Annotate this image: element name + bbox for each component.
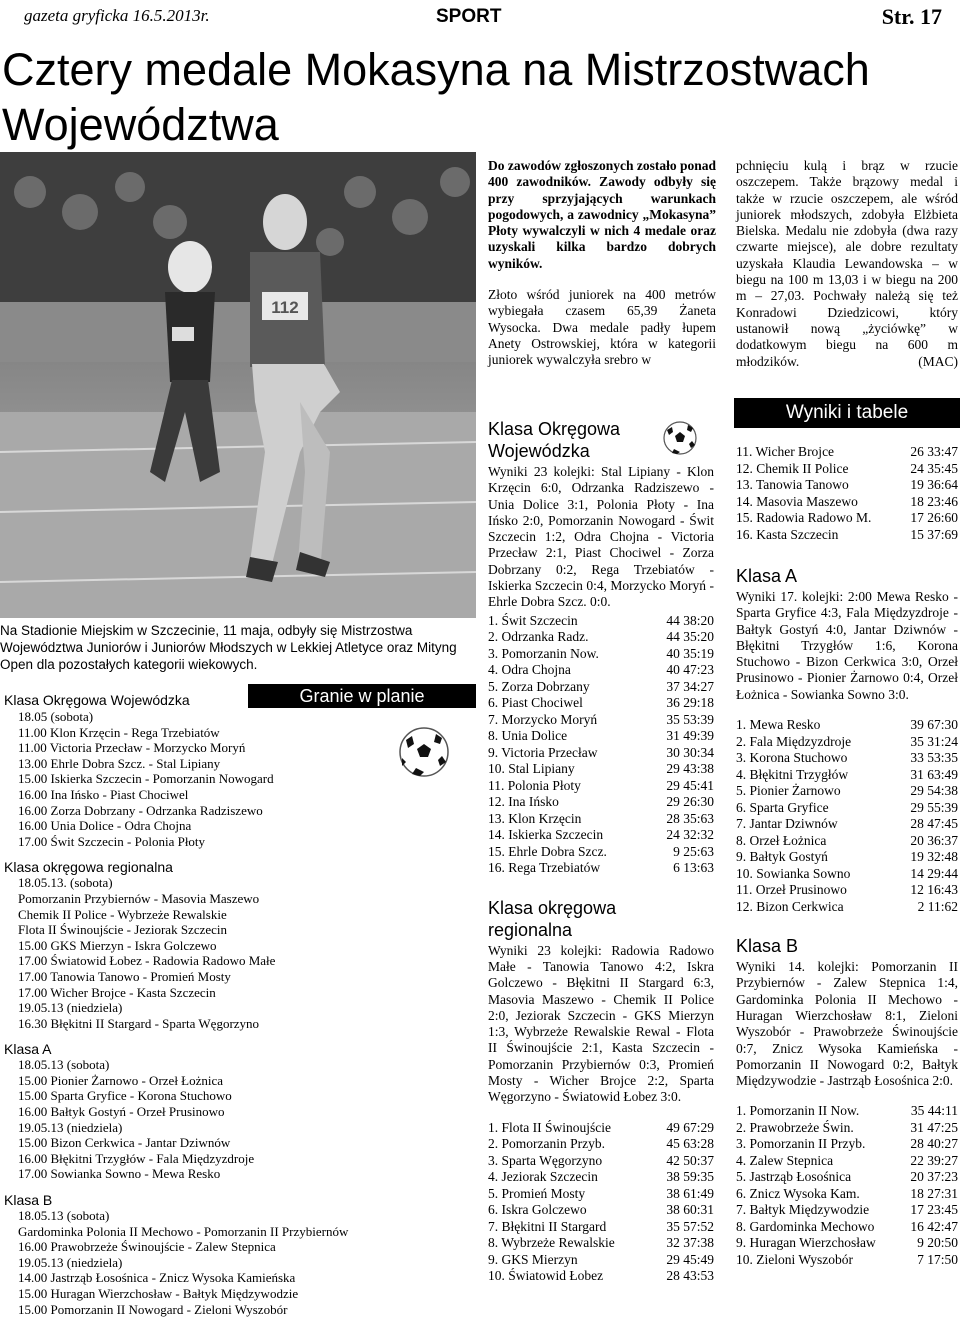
team-stats: 31 49:39 — [666, 728, 714, 744]
list-item: 15.00 Huragan Wierzchosław - Bałtyk Międzywodzie — [18, 1286, 299, 1301]
table-row — [488, 811, 714, 828]
table-row — [488, 860, 714, 877]
team-name: 12. Bizon Cerkwica — [736, 898, 844, 914]
table-row — [736, 866, 958, 883]
results-text: Wyniki 23 kolejki: Stal Lipiany - Klon Krzęcin 6:0, Odrzanka Radziszewo - Unia Dolice 3:1, Polonia Płoty - Ina Ińsko 2:0, Pomorzanin Nowogard - Świt Szczecin 1:2, Odra Chojna - Victoria Przecław 2:1, Piast Chociwel - Zorza Dobrzany 0:2, Rega Trzebiatów - Iskierka Szczecin 0:4, Morzycko Moryń - Ehrle Dobra Szcz. 0:0. — [488, 464, 714, 610]
team-stats: 26 33:47 — [910, 444, 958, 459]
team-stats: 29 55:39 — [910, 799, 958, 815]
list-item: Gardominka Polonia II Mechowo - Pomorzanin II Przybiernów — [18, 1223, 349, 1239]
team-name: 16. Rega Trzebiatów — [488, 860, 601, 876]
standings-table — [736, 717, 958, 915]
team-stats: 24 32:32 — [666, 827, 714, 843]
team-stats: 42 50:37 — [666, 1152, 714, 1168]
team-name: 3. Pomorzanin Now. — [488, 645, 599, 661]
results-text: Wyniki 17. kolejki: 2:00 Mewa Resko - Sparta Gryfice 4:3, Fala Międzyzdroje - Bałtyk Gostyń 4:0, Jantar Dziwnów - Błękitni Trzygłów 1:6, Korona Stuchowo - Bizon Cerkwica 3:0, Orzeł Prusinowo - Pionier Żarnowo 0:4, Orzeł Łożnica - Sowianka Sowno 3:0. — [736, 589, 958, 702]
team-stats: 28 35:63 — [666, 810, 714, 826]
team-stats: 35 44:11 — [910, 1103, 958, 1119]
team-name: 4. Jeziorak Szczecin — [488, 1169, 598, 1185]
list-item: 16.00 Błękitni Trzygłów - Fala Międzyzdroje — [18, 1150, 255, 1166]
list-item: 19.05.13 (niedziela) — [18, 1000, 123, 1016]
table-row — [488, 844, 714, 861]
team-stats: 29 45:49 — [666, 1251, 714, 1267]
team-stats: 17 26:60 — [910, 510, 958, 525]
team-name: 9. Bałtyk Gostyń — [736, 849, 828, 865]
table-row — [488, 745, 714, 762]
results-text: Wyniki 23 kolejki: Radowia Radowo Małe - Tanowia Tanowo 4:2, Iskra Golczewo - Błękitni II Stargard 6:3, Masovia Maszewo - Chemik II Police 2:0, Jeziorak Szczecin - GKS Mierzyn 1:3, Wybrzeże Rewalskie Rewal - Flota II Świnoujście 2:1, Kasta Szczecin - Pomorzanin Przybiernów 0:3, Promień Mosty - Wicher Brojce 2:2, Sparta Węgorzyno - Światowid Łobez 3:0. — [488, 942, 714, 1105]
table-row — [736, 734, 958, 751]
article-paragraph: Do zawodów zgłoszonych zostało ponad 400 zawodników. Zawody odbyły się przy sprzyjających warunkach pogodowych, a zawodnicy „Mokasyna” Płoty wywalczyli w nich 4 medale oraz uzyskali kilka bardzo dobrych wyników. — [488, 158, 717, 271]
team-stats: 29 26:30 — [666, 794, 714, 810]
table-row — [736, 494, 958, 511]
team-name: 2. Odrzanka Radz. — [488, 629, 589, 645]
team-name: 11. Wicher Brojce — [736, 444, 835, 459]
table-row — [736, 1169, 958, 1186]
results-column-left — [488, 418, 714, 1285]
team-stats: 35 53:39 — [666, 711, 714, 727]
schedule-list — [4, 692, 474, 1317]
list-item: 16.00 Zorza Dobrzany - Odrzanka Radziszewo — [18, 802, 263, 818]
team-stats: 31 47:25 — [910, 1119, 958, 1135]
list-item: 15.00 Pomorzanin II Nowogard - Zieloni Wyszobór — [18, 1301, 288, 1317]
table-row — [488, 646, 714, 663]
team-name: 14. Iskierka Szczecin — [488, 827, 604, 843]
team-stats: 9 25:63 — [673, 843, 714, 859]
list-item: 17.00 Tanowia Tanowo - Promień Mosty — [18, 968, 231, 984]
team-name: 1. Świt Szczecin — [488, 612, 578, 628]
team-stats: 19 32:48 — [910, 849, 958, 865]
table-row — [736, 1219, 958, 1236]
table-row — [736, 899, 958, 916]
soccer-ball-icon — [398, 726, 450, 778]
section-title: Klasa B — [736, 936, 799, 957]
table-row — [488, 1219, 714, 1236]
table-row — [736, 1252, 958, 1269]
team-stats: 12 16:43 — [910, 882, 958, 898]
team-name: 15. Ehrle Dobra Szcz. — [488, 843, 607, 859]
team-stats: 18 23:46 — [910, 493, 958, 509]
table-row — [488, 761, 714, 778]
results-banner: Wyniki i tabele — [734, 398, 960, 428]
list-item: 16.00 Unia Dolice - Odra Chojna — [18, 818, 192, 834]
publication-date: gazeta gryficka 16.5.2013r. — [24, 6, 210, 25]
table-row — [488, 679, 714, 696]
article-paragraph: Złoto wśród juniorek na 400 metrów wybiegała czasem 65,39 Żaneta Wysocka. Dwa medale padły łupem Anety Ostrowskiej, która w kategorii juniorek wywalczyła srebro w — [488, 287, 716, 368]
team-stats: 20 37:23 — [910, 1169, 958, 1185]
list-item: 17.00 Światowid Łobez - Radowia Radowo Małe — [18, 953, 276, 969]
list-item: 17.00 Świt Szczecin - Polonia Płoty — [18, 833, 206, 849]
table-row — [488, 1169, 714, 1186]
list-item: 16.00 Bałtyk Gostyń - Orzeł Prusinowo — [18, 1104, 225, 1120]
team-name: 4. Odra Chojna — [488, 662, 571, 678]
table-row — [736, 783, 958, 800]
table-row — [488, 827, 714, 844]
schedule-group-title: Klasa okręgowa regionalna — [4, 859, 173, 876]
team-name: 4. Błękitni Trzygłów — [736, 766, 849, 782]
team-stats: 36 29:18 — [666, 695, 714, 711]
team-stats: 31 63:49 — [910, 766, 958, 782]
team-stats: 37 34:27 — [666, 678, 714, 694]
team-stats: 24 35:45 — [910, 460, 958, 476]
table-row — [488, 695, 714, 712]
list-item: 18.05.13 (sobota) — [18, 1208, 110, 1224]
team-name: 5. Pionier Żarnowo — [736, 783, 841, 799]
team-name: 1. Flota II Świnoujście — [488, 1119, 611, 1135]
table-row — [488, 794, 714, 811]
table-row — [736, 1120, 958, 1137]
team-stats: 22 39:27 — [910, 1152, 958, 1168]
athletes-photo — [0, 152, 476, 618]
team-name: 5. Zorza Dobrzany — [488, 678, 590, 694]
schedule-group-title: Klasa A — [4, 1041, 52, 1058]
team-stats: 28 40:27 — [910, 1136, 958, 1152]
table-row — [736, 1235, 958, 1252]
team-stats: 18 27:31 — [910, 1185, 958, 1201]
team-stats: 7 17:50 — [917, 1251, 958, 1267]
list-item: Flota II Świnoujście - Jeziorak Szczecin — [18, 922, 228, 938]
team-stats: 44 35:20 — [666, 629, 714, 645]
table-row — [488, 1186, 714, 1203]
team-name: 10. Światowid Łobez — [488, 1268, 604, 1284]
table-row — [488, 1252, 714, 1269]
list-item: 16.00 Ina Ińsko - Piast Chociwel — [18, 786, 189, 802]
team-name: 2. Fala Międzyzdroje — [736, 733, 852, 749]
table-row — [736, 461, 958, 478]
team-name: 1. Pomorzanin II Now. — [736, 1103, 860, 1119]
team-stats: 2 11:62 — [917, 898, 958, 914]
table-row — [736, 510, 958, 527]
list-item: 18.05 (sobota) — [18, 709, 94, 724]
table-row — [736, 767, 958, 784]
team-name: 4. Zalew Stepnica — [736, 1152, 834, 1168]
table-row — [736, 882, 958, 899]
team-stats: 20 36:37 — [910, 832, 958, 848]
list-item: 18.05.13. (sobota) — [18, 875, 113, 891]
team-stats: 38 60:31 — [666, 1202, 714, 1218]
list-item: 19.05.13 (niedziela) — [18, 1119, 123, 1135]
team-stats: 28 47:45 — [910, 816, 958, 832]
team-name: 9. Victoria Przecław — [488, 744, 598, 760]
team-name: 10. Stal Lipiany — [488, 761, 575, 777]
article-paragraph: pchnięciu kulą i brąz w rzucie oszczepem. Także brązowy medal i także w rzucie oszczepem, ale wśród juniorek młodszych, zdobyła Elżbieta Bielska. Medalu nie zdobyła (dwa razy czwarte miejsce), ale dobre rezultaty uzyskała Klaudia Lewandowska – w biegu na 100 m 13,03 i w biegu na 200 m – 27,03. Pochwały należą się też Konradowi Dziedzicowi, który ustanowił nową „życiówkę” w dodatkowym biegu na 600 m młodzików. — [736, 158, 958, 369]
runners-illustration — [0, 152, 476, 618]
soccer-ball-icon — [662, 420, 698, 456]
team-stats: 15 37:69 — [910, 526, 958, 542]
list-item: 15.00 GKS Mierzyn - Iskra Golczewo — [18, 937, 217, 953]
team-stats: 40 35:19 — [666, 645, 714, 661]
team-name: 9. Huragan Wierzchosław — [736, 1235, 876, 1251]
team-name: 13. Tanowia Tanowo — [736, 477, 849, 492]
team-name: 3. Korona Stuchowo — [736, 750, 848, 766]
table-row — [736, 527, 958, 544]
section-title: Klasa okręgowa regionalna — [488, 897, 617, 940]
team-name: 8. Unia Dolice — [488, 728, 568, 744]
team-name: 8. Orzeł Łożnica — [736, 832, 827, 848]
team-name: 11. Polonia Płoty — [488, 777, 581, 793]
table-row — [736, 849, 958, 866]
team-name: 6. Znicz Wysoka Kam. — [736, 1185, 860, 1201]
table-row — [736, 444, 958, 461]
table-row — [736, 1186, 958, 1203]
team-name: 10. Zieloni Wyszobór — [736, 1251, 854, 1267]
team-name: 1. Mewa Resko — [736, 717, 821, 733]
team-stats: 14 29:44 — [910, 865, 958, 881]
table-row — [488, 1136, 714, 1153]
table-row — [736, 1153, 958, 1170]
page-number: Str. 17 — [881, 4, 942, 29]
team-stats: 29 43:38 — [666, 761, 714, 777]
table-row — [736, 717, 958, 734]
team-stats: 38 59:35 — [666, 1169, 714, 1185]
standings-table — [488, 613, 714, 877]
table-row — [488, 662, 714, 679]
list-item: 18.05.13 (sobota) — [18, 1057, 110, 1073]
team-stats: 19 36:64 — [910, 477, 958, 492]
table-row — [488, 1120, 714, 1137]
section-title: Klasa A — [736, 566, 798, 586]
team-stats: 29 54:38 — [910, 783, 958, 799]
section-label: SPORT — [436, 6, 502, 27]
list-item: 16.30 Błękitni II Stargard - Sparta Węgorzyno — [18, 1015, 260, 1031]
list-item: Chemik II Police - Wybrzeże Rewalskie — [18, 906, 227, 922]
photo-caption: Na Stadionie Miejskim w Szczecinie, 11 maja, odbyły się Mistrzostwa Województwa Juniorów i Juniorów Młodszych w Lekkiej Atletyce oraz Mityng Open dla pozostałych kategorii wiekowych. — [0, 623, 457, 672]
team-name: 7. Jantar Dziwnów — [736, 816, 838, 832]
team-stats: 33 53:35 — [910, 750, 958, 766]
list-item: 15.00 Sparta Gryfice - Korona Stuchowo — [18, 1088, 232, 1104]
team-stats: 9 20:50 — [917, 1235, 958, 1251]
team-stats: 49 67:29 — [666, 1119, 714, 1135]
team-name: 7. Bałtyk Międzywodzie — [736, 1202, 870, 1218]
team-stats: 35 57:52 — [666, 1218, 714, 1234]
table-row — [736, 800, 958, 817]
team-stats: 32 37:38 — [666, 1235, 714, 1251]
table-row — [488, 712, 714, 729]
team-name: 15. Radowia Radowo M. — [736, 510, 872, 525]
team-stats: 29 45:41 — [666, 777, 714, 793]
team-name: 7. Morzycko Moryń — [488, 711, 598, 727]
team-name: 8. Gardominka Mechowo — [736, 1218, 875, 1234]
table-row — [736, 833, 958, 850]
team-name: 13. Klon Krzęcin — [488, 810, 582, 826]
table-row — [488, 1202, 714, 1219]
team-name: 3. Sparta Węgorzyno — [488, 1152, 603, 1168]
table-row — [736, 1103, 958, 1120]
team-name: 3. Pomorzanin II Przyb. — [736, 1136, 866, 1152]
team-stats: 40 47:23 — [666, 662, 714, 678]
list-item: 11.00 Klon Krzęcin - Rega Trzebiatów — [18, 724, 220, 740]
table-row — [488, 629, 714, 646]
team-stats: 17 23:45 — [910, 1202, 958, 1218]
list-item: 16.00 Prawobrzeże Świnoujście - Zalew Stepnica — [18, 1239, 276, 1255]
table-row — [488, 1268, 714, 1285]
team-stats: 28 43:53 — [666, 1268, 714, 1284]
list-item: Pomorzanin Przybiernów - Masovia Maszewo — [18, 890, 260, 906]
table-row — [736, 816, 958, 833]
team-stats: 16 42:47 — [910, 1218, 958, 1234]
list-item: 14.00 Jastrząb Łosośnica - Znicz Wysoka Kamieńska — [18, 1270, 296, 1286]
team-stats: 35 31:24 — [910, 733, 958, 749]
standings-table-continued — [736, 444, 958, 543]
team-name: 16. Kasta Szczecin — [736, 526, 839, 542]
team-name: 5. Jastrząb Łosośnica — [736, 1169, 852, 1185]
list-item: 17.00 Wicher Brojce - Kasta Szczecin — [18, 984, 216, 1000]
team-name: 7. Błękitni II Stargard — [488, 1218, 607, 1234]
team-stats: 38 61:49 — [666, 1185, 714, 1201]
list-item: 15.00 Pionier Żarnowo - Orzeł Łożnica — [18, 1072, 224, 1088]
team-name: 2. Prawobrzeże Świn. — [736, 1119, 854, 1135]
article-column-2 — [736, 158, 958, 370]
team-stats: 6 13:63 — [673, 860, 714, 876]
team-name: 10. Sowianka Sowno — [736, 865, 851, 881]
results-column-right — [736, 444, 958, 1268]
team-stats: 30 30:34 — [666, 744, 714, 760]
list-item: 13.00 Ehrle Dobra Szcz. - Stal Lipiany — [18, 755, 221, 771]
team-name: 6. Piast Chociwel — [488, 695, 583, 711]
list-item: 15.00 Bizon Cerkwica - Jantar Dziwnów — [18, 1135, 231, 1151]
list-item: 15.00 Iskierka Szczecin - Pomorzanin Nowogard — [18, 771, 274, 787]
team-name: 12. Chemik II Police — [736, 460, 849, 476]
table-row — [488, 1235, 714, 1252]
table-row — [488, 778, 714, 795]
team-name: 11. Orzeł Prusinowo — [736, 882, 847, 898]
team-name: 14. Masovia Maszewo — [736, 493, 858, 509]
team-name: 8. Wybrzeże Rewalskie — [488, 1235, 615, 1251]
team-name: 2. Pomorzanin Przyb. — [488, 1136, 605, 1152]
section-title: Klasa Okręgowa Wojewódzka — [488, 419, 621, 461]
table-row — [736, 477, 958, 494]
team-name: 5. Promień Mosty — [488, 1185, 586, 1201]
team-name: 12. Ina Ińsko — [488, 794, 559, 810]
bib-number: 112 — [271, 298, 299, 317]
table-row — [736, 750, 958, 767]
article-column-1 — [488, 158, 716, 384]
schedule-group-title: Klasa Okręgowa Wojewódzka — [4, 692, 190, 708]
list-item: 17.00 Sowianka Sowno - Mewa Resko — [18, 1166, 221, 1182]
standings-table — [488, 1120, 714, 1285]
table-row — [488, 613, 714, 630]
team-stats: 39 67:30 — [910, 717, 958, 733]
page-title: Cztery medale Mokasyna na Mistrzostwach Województwa — [2, 44, 870, 150]
table-row — [736, 1136, 958, 1153]
schedule-group-title: Klasa B — [4, 1192, 53, 1209]
table-row — [736, 1202, 958, 1219]
team-stats: 45 63:28 — [666, 1136, 714, 1152]
list-item: 11.00 Victoria Przecław - Morzycko Moryń — [18, 740, 246, 756]
team-name: 6. Iskra Golczewo — [488, 1202, 587, 1218]
results-text: Wyniki 14. kolejki: Pomorzanin II Przybiernów - Zalew Stepnica 1:4, Gardominka Polonia II Mechowo - Huragan Wierzchosław 8:1, Zieloni Wyszobór - Prawobrzeże Świnoujście 0:7, Znicz Wysoka Kamieńska - Pomorzanin II Nowogard 0:2, Bałtyk Międzywodzie - Jastrząb Łosośnica 2:0. — [736, 959, 958, 1089]
team-stats: 44 38:20 — [666, 612, 714, 628]
team-name: 6. Sparta Gryfice — [736, 799, 829, 815]
standings-table — [736, 1103, 958, 1268]
list-item: 19.05.13 (niedziela) — [18, 1254, 123, 1270]
table-row — [488, 728, 714, 745]
team-name: 9. GKS Mierzyn — [488, 1251, 578, 1267]
table-row — [488, 1153, 714, 1170]
article-signature: (MAC) — [918, 353, 958, 369]
schedule-banner: Granie w planie — [248, 684, 476, 708]
